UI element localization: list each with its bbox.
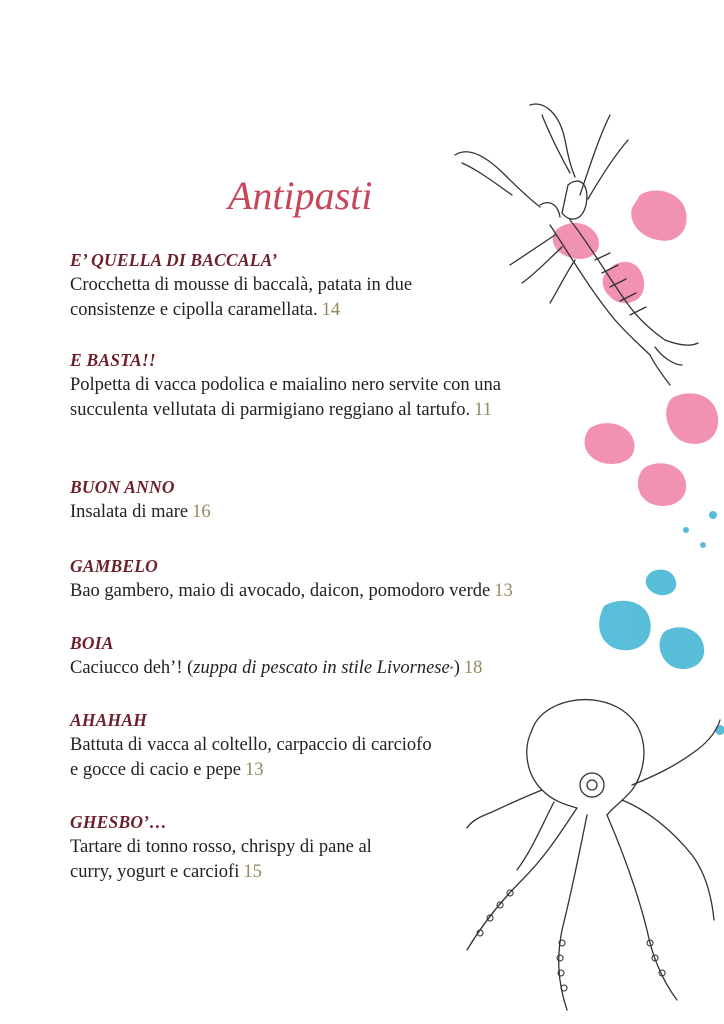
blue-splash <box>660 627 705 669</box>
item-desc-line: Crocchetta di mousse di baccalà, patata in due <box>70 275 413 295</box>
item-desc-line: consistenze e cipolla caramellata. <box>70 300 318 320</box>
item-desc-line: Polpetta di vacca podolica e maialino nero servite con una <box>70 375 501 395</box>
item-description <box>70 733 432 783</box>
menu-item <box>70 348 501 423</box>
item-name: BUON ANNO <box>70 477 175 497</box>
item-description <box>70 835 372 885</box>
item-description <box>70 656 482 681</box>
item-desc-line: Battuta di vacca al coltello, carpaccio di carciofo <box>70 735 432 755</box>
menu-item <box>70 475 211 525</box>
item-name: E BASTA!! <box>70 350 156 370</box>
item-desc-italic: zuppa di pescato in stile Livornese <box>193 658 450 678</box>
item-name: GHESBO’… <box>70 812 167 832</box>
menu-item <box>70 810 372 885</box>
item-name: AHAHAH <box>70 710 148 730</box>
item-price: 18 <box>463 658 483 678</box>
item-price: 11 <box>474 400 492 420</box>
menu-item <box>70 248 412 323</box>
item-desc-line: Bao gambero, maio di avocado, daicon, pomodoro verde <box>70 581 491 601</box>
item-price: 14 <box>321 300 341 320</box>
item-price: 13 <box>245 760 264 780</box>
item-desc-line: e gocce di cacio e pepe <box>70 760 242 780</box>
item-name: E’ QUELLA DI BACCALA’ <box>70 250 278 270</box>
item-desc-line: Insalata di mare <box>70 502 189 522</box>
item-desc-line: succulenta vellutata di parmigiano reggiano al tartufo. <box>70 400 471 420</box>
asterisk-mark: * <box>449 664 454 674</box>
menu-item <box>70 554 513 604</box>
item-name: GAMBELO <box>70 556 158 576</box>
item-name: BOIA <box>70 633 114 653</box>
item-desc-prefix: Caciucco deh’! ( <box>70 658 194 678</box>
blue-dot <box>709 511 717 519</box>
octopus-sketch <box>462 690 722 1020</box>
section-title: Antipasti <box>228 173 373 218</box>
item-description <box>70 579 513 604</box>
blue-splash <box>599 601 651 650</box>
item-desc-suffix: ) <box>453 658 460 678</box>
menu-item <box>70 708 432 783</box>
blue-splash <box>646 570 676 596</box>
item-price: 15 <box>243 862 262 882</box>
item-description <box>70 373 501 423</box>
item-description <box>70 500 211 525</box>
item-desc-line: curry, yogurt e carciofi <box>70 862 240 882</box>
blue-dot <box>683 527 689 533</box>
pink-splash <box>666 393 718 444</box>
pink-splash <box>638 463 686 506</box>
item-desc-line: Tartare di tonno rosso, chrispy di pane al <box>70 837 372 857</box>
blue-dot <box>700 542 706 548</box>
pink-splash <box>585 423 635 464</box>
item-price: 13 <box>494 581 513 601</box>
menu-item <box>70 631 482 681</box>
item-price: 16 <box>192 502 211 522</box>
item-description <box>70 273 412 323</box>
